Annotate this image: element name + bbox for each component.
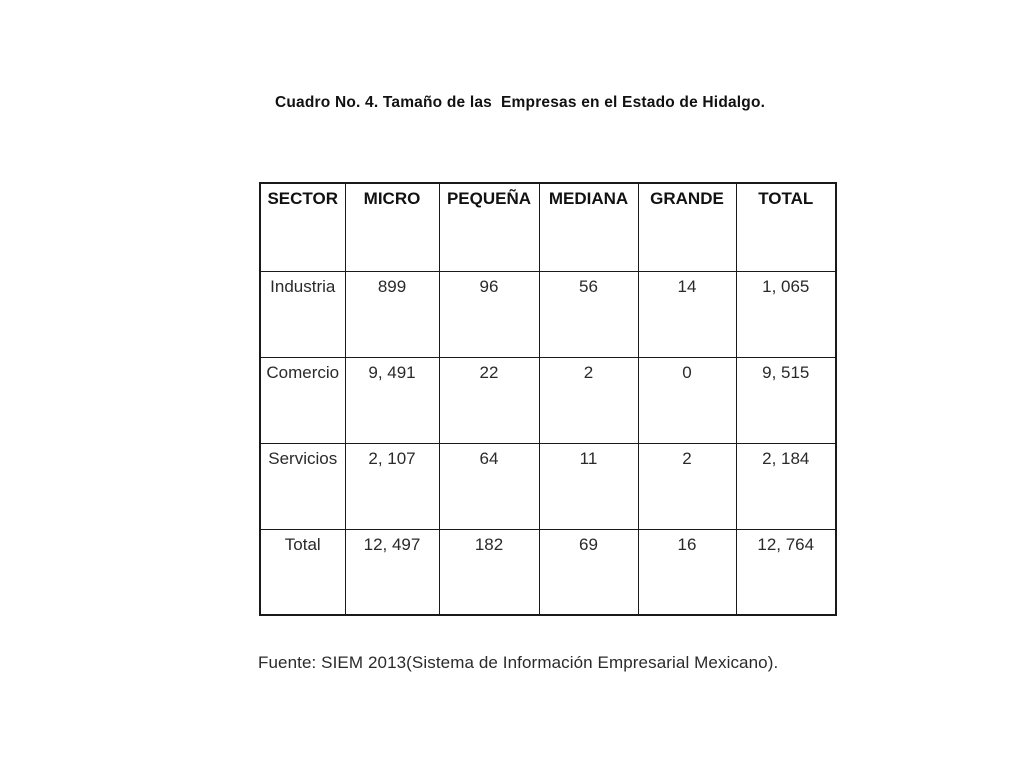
cell-mediana: 2 [539,357,638,443]
header-cell-micro: MICRO [345,183,439,271]
cell-grande: 0 [638,357,736,443]
cell-sector: Servicios [260,443,345,529]
header-cell-pequena: PEQUEÑA [439,183,539,271]
header-cell-sector: SECTOR [260,183,345,271]
empresas-table [259,182,837,616]
cell-sector: Comercio [260,357,345,443]
cell-pequena: 96 [439,271,539,357]
table-row-total [260,529,836,615]
table-title: Cuadro No. 4. Tamaño de las Empresas en el Estado de Hidalgo. [275,94,766,111]
cell-total: 9, 515 [736,357,836,443]
cell-micro: 899 [345,271,439,357]
header-cell-grande: GRANDE [638,183,736,271]
cell-pequena: 182 [439,529,539,615]
header-row [260,183,836,271]
cell-sector: Industria [260,271,345,357]
cell-grande: 16 [638,529,736,615]
cell-mediana: 11 [539,443,638,529]
cell-total: 12, 764 [736,529,836,615]
source-note: Fuente: SIEM 2013(Sistema de Información Empresarial Mexicano). [258,653,779,672]
cell-sector: Total [260,529,345,615]
cell-micro: 12, 497 [345,529,439,615]
cell-total: 2, 184 [736,443,836,529]
cell-micro: 2, 107 [345,443,439,529]
table-row-servicios [260,443,836,529]
cell-micro: 9, 491 [345,357,439,443]
table-row-industria [260,271,836,357]
cell-mediana: 56 [539,271,638,357]
cell-pequena: 64 [439,443,539,529]
cell-mediana: 69 [539,529,638,615]
header-cell-total: TOTAL [736,183,836,271]
table-row-comercio [260,357,836,443]
cell-total: 1, 065 [736,271,836,357]
cell-grande: 14 [638,271,736,357]
cell-pequena: 22 [439,357,539,443]
header-cell-mediana: MEDIANA [539,183,638,271]
cell-grande: 2 [638,443,736,529]
